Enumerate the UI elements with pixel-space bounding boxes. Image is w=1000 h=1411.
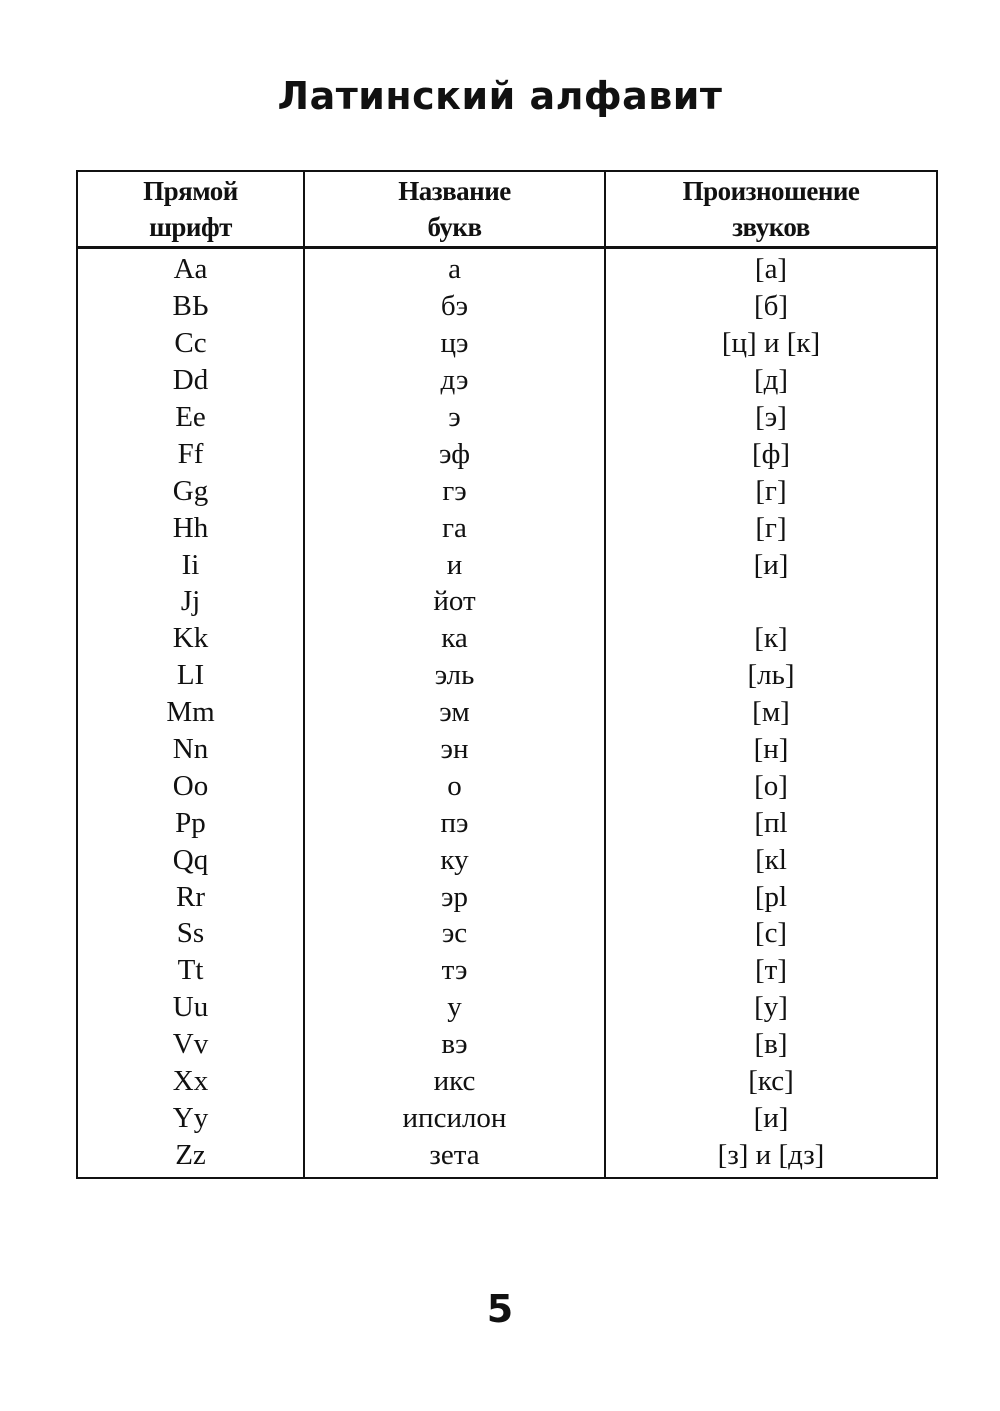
letter-name-cell: бэ (304, 288, 605, 325)
table-row (77, 804, 937, 841)
table-row (77, 915, 937, 952)
table-row (77, 248, 937, 288)
table-row (77, 583, 937, 620)
letter-name-cell: цэ (304, 325, 605, 362)
page-number: 5 (486, 1287, 514, 1331)
header-typeface-line-1: Прямой (143, 176, 238, 206)
table-row (77, 1063, 937, 1100)
table-row (77, 620, 937, 657)
table-row (77, 509, 937, 546)
letter-cell: Yy (77, 1099, 304, 1136)
table-row (77, 1026, 937, 1063)
pronunciation-cell: [к] (605, 620, 937, 657)
pronunciation-cell: [э] (605, 399, 937, 436)
letter-name-cell: эф (304, 435, 605, 472)
letter-cell: Uu (77, 989, 304, 1026)
letter-cell: BЬ (77, 288, 304, 325)
letter-name-cell: вэ (304, 1026, 605, 1063)
letter-cell: Ii (77, 546, 304, 583)
letter-name-cell: зета (304, 1136, 605, 1178)
pronunciation-cell: [у] (605, 989, 937, 1026)
pronunciation-cell: [з] и [дз] (605, 1136, 937, 1178)
letter-name-cell: икс (304, 1063, 605, 1100)
table-row (77, 952, 937, 989)
table-row (77, 657, 937, 694)
header-letter-name (304, 171, 605, 248)
letter-cell: Gg (77, 472, 304, 509)
pronunciation-cell: [ф] (605, 435, 937, 472)
letter-cell: Aa (77, 248, 304, 288)
letter-cell: Oo (77, 767, 304, 804)
letter-cell: Xx (77, 1063, 304, 1100)
letter-cell: Kk (77, 620, 304, 657)
letter-cell: Zz (77, 1136, 304, 1178)
letter-name-cell: гэ (304, 472, 605, 509)
pronunciation-cell: [кl (605, 841, 937, 878)
pronunciation-cell: [с] (605, 915, 937, 952)
pronunciation-cell: [о] (605, 767, 937, 804)
pronunciation-cell: [г] (605, 472, 937, 509)
table-row (77, 841, 937, 878)
letter-cell: Dd (77, 362, 304, 399)
letter-name-cell: э (304, 399, 605, 436)
header-pronunciation (605, 171, 937, 248)
letter-name-cell: у (304, 989, 605, 1026)
letter-name-cell: эм (304, 694, 605, 731)
letter-cell: Nn (77, 731, 304, 768)
letter-cell: Mm (77, 694, 304, 731)
letter-cell: Pp (77, 804, 304, 841)
letter-name-cell: эс (304, 915, 605, 952)
letter-name-cell: о (304, 767, 605, 804)
letter-name-cell: дэ (304, 362, 605, 399)
letter-name-cell: эр (304, 878, 605, 915)
pronunciation-cell: [д] (605, 362, 937, 399)
header-pronunciation-line-2: звуков (732, 212, 810, 242)
header-pronunciation-line-1: Произношение (682, 176, 860, 206)
pronunciation-cell: [н] (605, 731, 937, 768)
letter-cell: Cc (77, 325, 304, 362)
alphabet-table-body (77, 248, 937, 1179)
header-letter-name-line-2: букв (427, 212, 482, 242)
pronunciation-cell: [м] (605, 694, 937, 731)
pronunciation-cell: [кс] (605, 1063, 937, 1100)
table-row (77, 694, 937, 731)
table-row (77, 325, 937, 362)
letter-name-cell: эль (304, 657, 605, 694)
pronunciation-cell: [г] (605, 509, 937, 546)
table-row (77, 435, 937, 472)
letter-cell: LI (77, 657, 304, 694)
table-row (77, 767, 937, 804)
pronunciation-cell: [в] (605, 1026, 937, 1063)
letter-name-cell: ипсилон (304, 1099, 605, 1136)
letter-cell: Hh (77, 509, 304, 546)
pronunciation-cell: [ль] (605, 657, 937, 694)
pronunciation-cell: [б] (605, 288, 937, 325)
table-row (77, 472, 937, 509)
table-row (77, 362, 937, 399)
letter-name-cell: и (304, 546, 605, 583)
letter-cell: Ee (77, 399, 304, 436)
header-letter-name-line-1: Название (398, 176, 511, 206)
pronunciation-cell: [а] (605, 248, 937, 288)
pronunciation-cell: [ц] и [к] (605, 325, 937, 362)
letter-name-cell: эн (304, 731, 605, 768)
page-title: Латинский алфавит (277, 74, 723, 118)
pronunciation-cell: [пl (605, 804, 937, 841)
letter-cell: Vv (77, 1026, 304, 1063)
pronunciation-cell (605, 583, 937, 620)
letter-name-cell: йот (304, 583, 605, 620)
letter-cell: Tt (77, 952, 304, 989)
pronunciation-cell: [и] (605, 546, 937, 583)
pronunciation-cell: [и] (605, 1099, 937, 1136)
letter-name-cell: пэ (304, 804, 605, 841)
table-row (77, 731, 937, 768)
table-row (77, 1099, 937, 1136)
letter-name-cell: ка (304, 620, 605, 657)
table-header-row (77, 171, 937, 248)
header-typeface-line-2: шрифт (149, 212, 232, 242)
pronunciation-cell: [т] (605, 952, 937, 989)
table-row (77, 399, 937, 436)
table-row (77, 546, 937, 583)
table-row (77, 989, 937, 1026)
table-row (77, 878, 937, 915)
letter-cell: Rr (77, 878, 304, 915)
letter-name-cell: ку (304, 841, 605, 878)
letter-cell: Jj (77, 583, 304, 620)
alphabet-table (76, 170, 938, 1179)
letter-cell: Ss (77, 915, 304, 952)
table-row (77, 1136, 937, 1178)
letter-cell: Ff (77, 435, 304, 472)
header-typeface (77, 171, 304, 248)
pronunciation-cell: [рl (605, 878, 937, 915)
letter-name-cell: га (304, 509, 605, 546)
letter-cell: Qq (77, 841, 304, 878)
table-row (77, 288, 937, 325)
letter-name-cell: тэ (304, 952, 605, 989)
letter-name-cell: а (304, 248, 605, 288)
